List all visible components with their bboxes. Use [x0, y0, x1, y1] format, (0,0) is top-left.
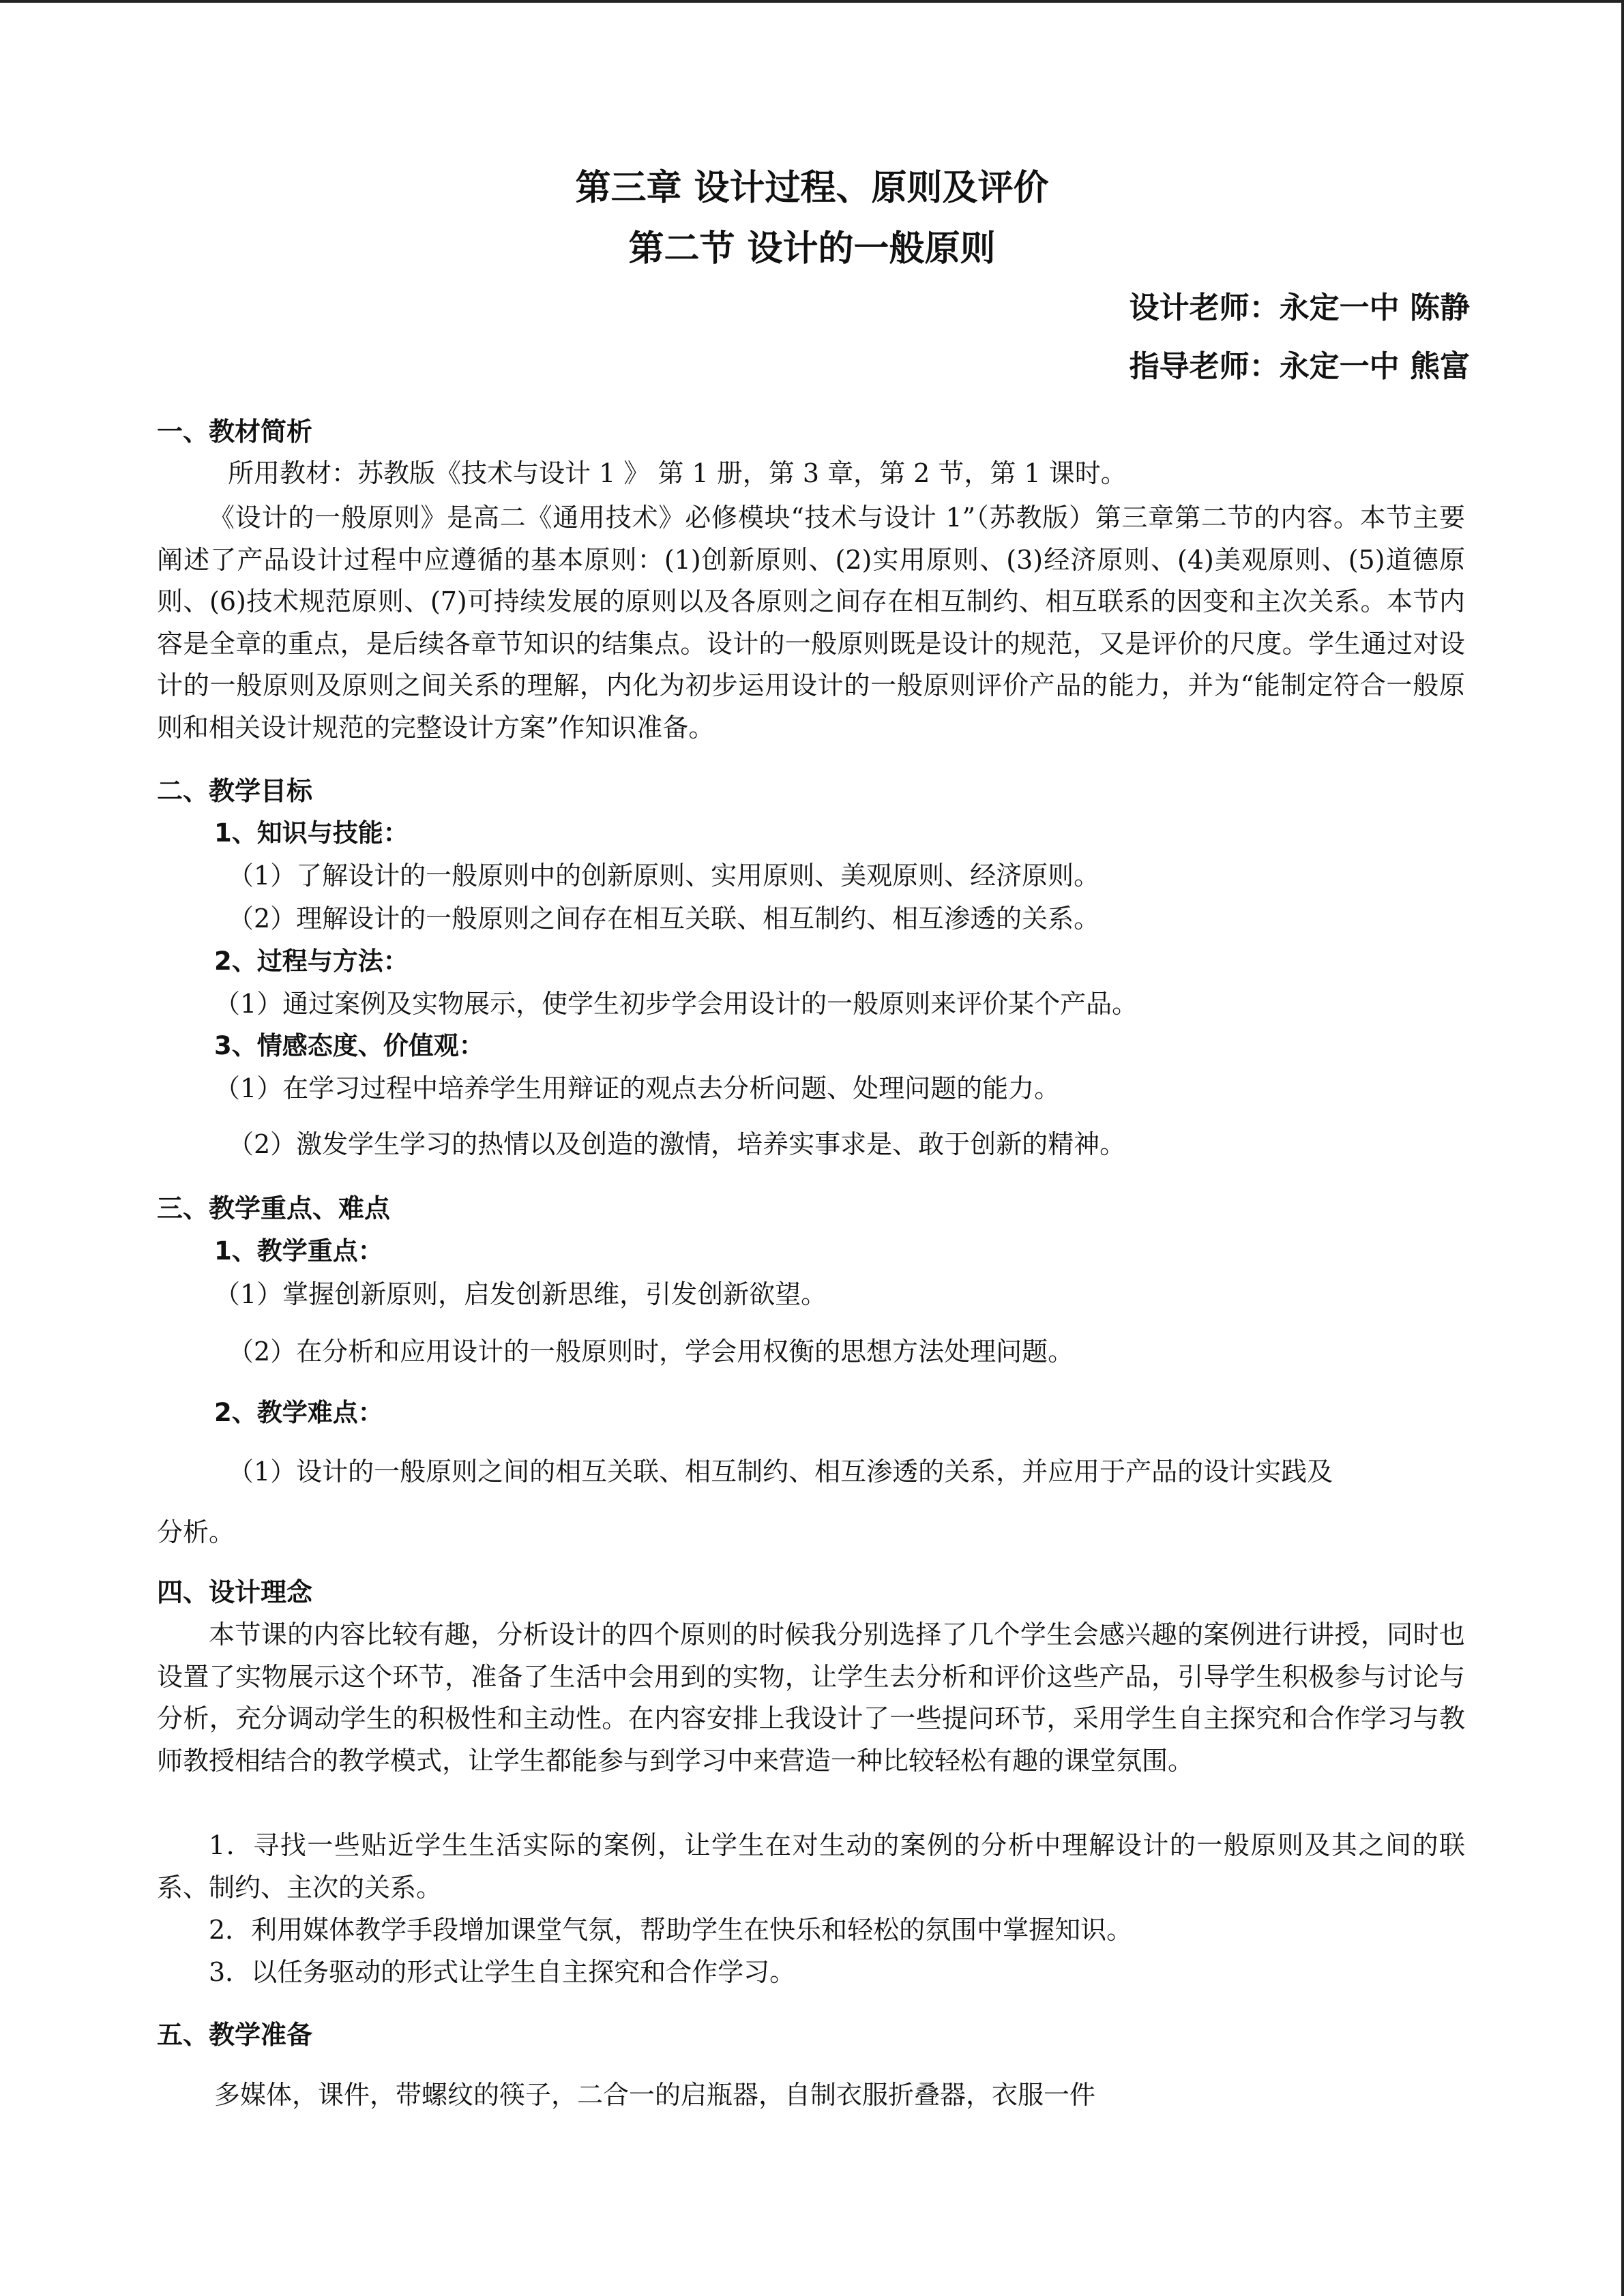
subheading-process-methods: 2、过程与方法： — [214, 946, 409, 976]
key-point-item: （2）在分析和应用设计的一般原则时，学会用权衡的思想方法处理问题。 — [228, 1337, 1074, 1367]
preparation-content: 多媒体，课件，带螺纹的筷子，二合一的启瓶器，自制衣服折叠器，衣服一件 — [214, 2080, 1096, 2110]
subheading-key-points: 1、教学重点： — [214, 1236, 383, 1266]
subheading-difficulties: 2、教学难点： — [214, 1398, 383, 1427]
section-title: 第二节 设计的一般原则 — [628, 228, 996, 269]
design-concept-item: 1．寻找一些贴近学生生活实际的案例，让学生在对生动的案例的分析中理解设计的一般原则及其之间的联系、制约、主次的关系。 — [157, 1830, 1465, 1903]
design-concept-item: 2．利用媒体教学手段增加课堂气氛，帮助学生在快乐和轻松的氛围中掌握知识。 — [209, 1915, 1133, 1945]
key-point-item: （1）掌握创新原则，启发创新思维，引发创新欲望。 — [214, 1279, 827, 1309]
goal-item: （1）在学习过程中培养学生用辩证的观点去分析问题、处理问题的能力。 — [214, 1073, 1061, 1103]
difficulty-item-continued: 分析。 — [157, 1517, 235, 1547]
subheading-knowledge-skills: 1、知识与技能： — [214, 818, 409, 848]
goal-item: （1）了解设计的一般原则中的创新原则、实用原则、美观原则、经济原则。 — [228, 861, 1100, 891]
section-heading-design-concept: 四、设计理念 — [157, 1577, 313, 1607]
section-heading-materials: 一、教材简析 — [157, 417, 313, 447]
page-right-border — [1621, 0, 1624, 2296]
difficulty-item: （1）设计的一般原则之间的相互关联、相互制约、相互渗透的关系，并应用于产品的设计实践及 — [228, 1457, 1333, 1487]
advisor-teacher: 指导老师：永定一中 熊富 — [1129, 349, 1470, 384]
design-concept-paragraph: 本节课的内容比较有趣，分析设计的四个原则的时候我分别选择了几个学生会感兴趣的案例进行讲授，同时也设置了实物展示这个环节，准备了生活中会用到的实物，让学生去分析和评价这些产品，引导学生积极参与讨论与分析，充分调动学生的积极性和主动性。在内容安排上我设计了一些提问环节，采用学生自主探究和合作学习与教师教授相结合的教学模式，让学生都能参与到学习中来营造一种比较轻松有趣的课堂氛围。 — [157, 1620, 1465, 1776]
goal-item: （2）理解设计的一般原则之间存在相互关联、相互制约、相互渗透的关系。 — [228, 904, 1100, 934]
designer-teacher: 设计老师：永定一中 陈静 — [1129, 290, 1470, 325]
chapter-title: 第三章 设计过程、原则及评价 — [575, 168, 1049, 209]
goal-item: （1）通过案例及实物展示，使学生初步学会用设计的一般原则来评价某个产品。 — [214, 989, 1138, 1019]
page-top-border — [0, 0, 1624, 3]
goal-item: （2）激发学生学习的热情以及创造的激情，培养实事求是、敢于创新的精神。 — [228, 1129, 1126, 1159]
subheading-attitude-values: 3、情感态度、价值观： — [214, 1031, 484, 1060]
section-heading-key-points: 三、教学重点、难点 — [157, 1193, 391, 1223]
design-concept-item: 3．以任务驱动的形式让学生自主探究和合作学习。 — [209, 1957, 796, 1987]
section-heading-preparation: 五、教学准备 — [157, 2020, 313, 2050]
material-analysis-paragraph: 《设计的一般原则》是高二《通用技术》必修模块“技术与设计 1”（苏教版）第三章第二节的内容。本节主要阐述了产品设计过程中应遵循的基本原则：(1)创新原则、(2)实用原则、(3)经济原则、(4)美观原则、(5)道德原则、(6)技术规范原则、(7)可持续发展的原则以及各原则之间存在相互制约、相互联系的因变和主次关系。本节内容是全章的重点，是后续各章节知识的结集点。设计的一般原则既是设计的规范，又是评价的尺度。学生通过对设计的一般原则及原则之间关系的理解，内化为初步运用设计的一般原则评价产品的能力，并为“能制定符合一般原则和相关设计规范的完整设计方案”作知识准备。 — [157, 503, 1465, 743]
material-info: 所用教材：苏教版《技术与设计 1 》 第 1 册，第 3 章，第 2 节，第 1 课时。 — [228, 458, 1127, 488]
section-heading-goals: 二、教学目标 — [157, 776, 313, 806]
